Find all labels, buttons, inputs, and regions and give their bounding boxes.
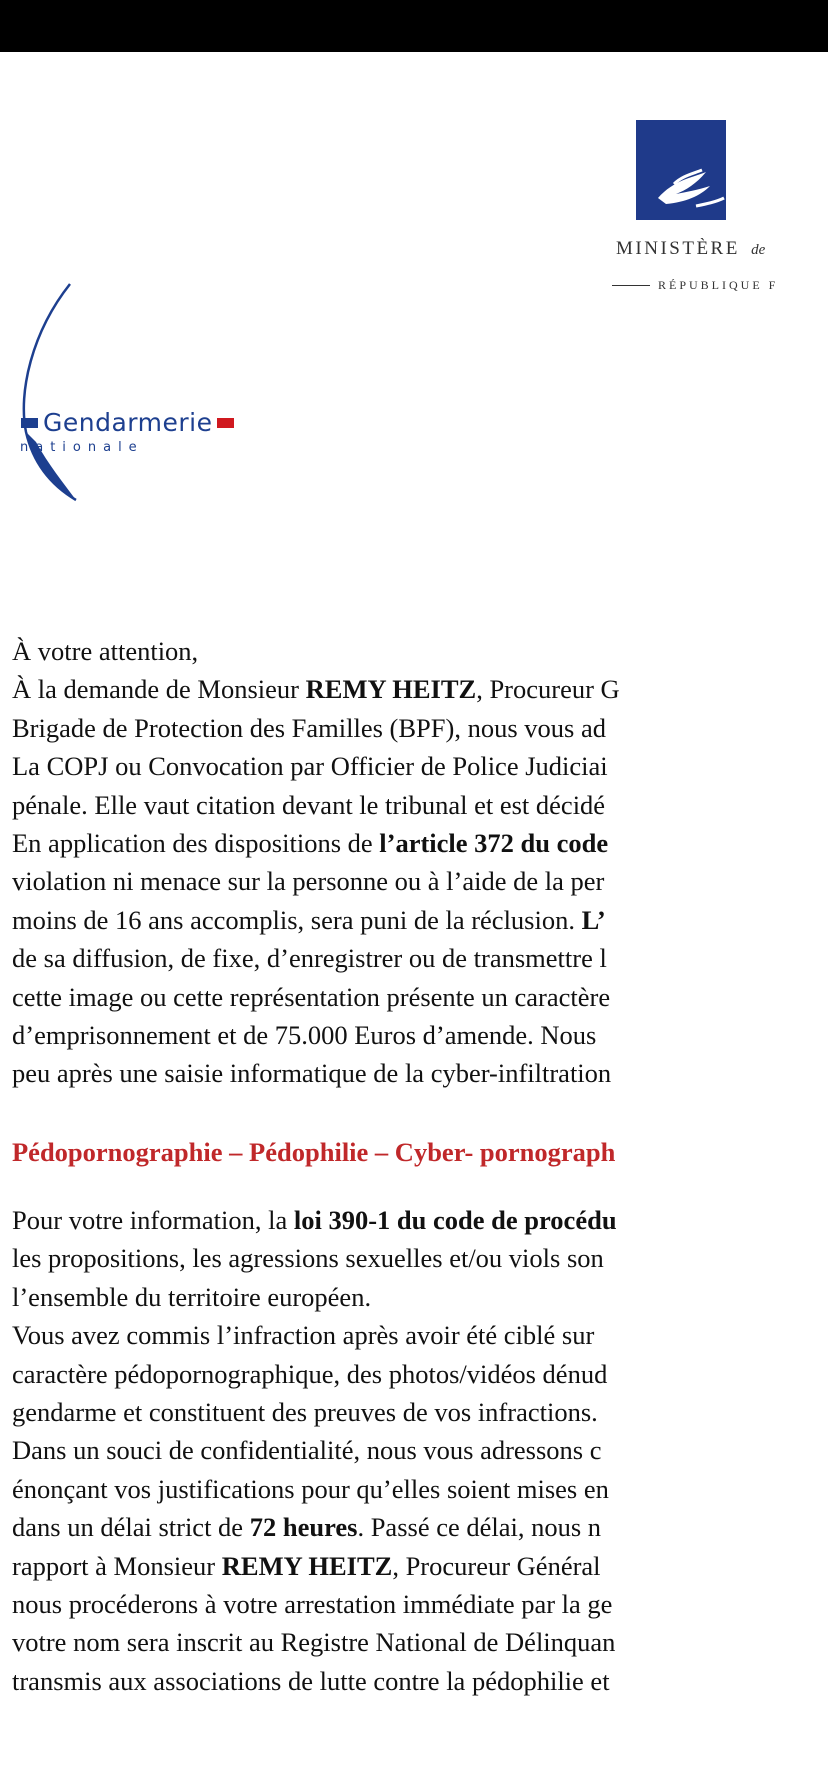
text-run: transmis aux associations de lutte contre la pédophilie et — [12, 1665, 610, 1696]
bold-text: L’ — [581, 904, 606, 935]
text-run: les propositions, les agressions sexuelles et/ou viols son — [12, 1243, 604, 1274]
letter-line — [12, 786, 828, 824]
spacer — [12, 1171, 828, 1201]
text-run: Vous avez commis l’infraction après avoir été ciblé sur — [12, 1320, 595, 1351]
gendarmerie-name-text: Gendarmerie — [43, 408, 213, 437]
text-run: caractère pédopornographique, des photos/vidéos dénud — [12, 1358, 608, 1389]
letter-line — [12, 939, 828, 977]
flag-red-icon — [217, 418, 234, 428]
spacer — [12, 1093, 828, 1133]
text-run: votre nom sera inscrit au Registre National de Délinquan — [12, 1627, 616, 1658]
letter-line — [12, 1201, 828, 1239]
letter-line — [12, 1393, 828, 1431]
gendarmerie-name — [16, 408, 239, 437]
letter-body — [12, 632, 828, 1700]
text-run: de sa diffusion, de fixe, d’enregistrer ou de transmettre l — [12, 943, 607, 974]
text-run: À votre attention, — [12, 636, 199, 666]
ministere-de: de — [751, 242, 766, 258]
letter-line — [12, 1508, 828, 1546]
marianne-logo-graphic — [636, 120, 828, 220]
letter-line — [12, 1239, 828, 1277]
letter-line — [12, 1623, 828, 1661]
letter-line — [12, 670, 828, 708]
text-run: dans un délai strict de — [12, 1512, 250, 1543]
text-run: À la demande de Monsieur — [12, 674, 306, 705]
letter-line — [12, 1278, 828, 1316]
text-run: énonçant vos justifications pour qu’elles soient mises en — [12, 1473, 609, 1504]
letter-line — [12, 1662, 828, 1700]
text-run: peu après une saisie informatique de la cyber-infiltration — [12, 1058, 612, 1089]
text-run: gendarme et constituent des preuves de vos infractions. — [12, 1397, 598, 1428]
text-run: violation ni menace sur la personne ou à l’aide de la per — [12, 866, 605, 897]
text-run: moins de 16 ans accomplis, sera puni de la réclusion. — [12, 904, 582, 935]
text-run: La COPJ ou Convocation par Officier de Police Judiciai — [12, 751, 608, 782]
letter-line — [12, 1316, 828, 1354]
republique-rule — [612, 285, 650, 286]
gendarmerie-arc-icon — [12, 282, 122, 504]
flag-blue-icon — [21, 418, 38, 428]
text-run: d’emprisonnement et de 75.000 Euros d’amende. Nous — [12, 1019, 597, 1050]
letter-line — [12, 901, 828, 939]
text-run: . Passé ce délai, nous n — [357, 1512, 602, 1543]
text-run: , Procureur G — [476, 674, 620, 705]
bold-text: l’article 372 du code — [379, 827, 609, 858]
letter-line — [12, 747, 828, 785]
ministere-label — [616, 238, 828, 260]
letter-line — [12, 1470, 828, 1508]
bold-text: 72 heures — [249, 1512, 358, 1543]
letter-line — [12, 1054, 828, 1092]
letter-line — [12, 978, 828, 1016]
ministere-word: MINISTÈRE — [616, 238, 740, 259]
marianne-logo — [636, 120, 828, 220]
text-run: Brigade de Protection des Familles (BPF), nous vous ad — [12, 712, 606, 743]
text-run: En application des dispositions de — [12, 827, 380, 858]
republique-text: RÉPUBLIQUE F — [658, 278, 779, 292]
text-run: Pour votre information, la — [12, 1205, 294, 1236]
text-run: Dans un souci de confidentialité, nous vous adressons c — [12, 1435, 602, 1466]
top-black-bar — [0, 0, 828, 52]
letter-line — [12, 862, 828, 900]
gendarmerie-subtitle: nationale — [20, 440, 144, 455]
bold-text: REMY HEITZ — [221, 1550, 393, 1581]
text-run: l’ensemble du territoire européen. — [12, 1281, 372, 1312]
letter-paragraph-2 — [12, 1201, 828, 1700]
text-run: rapport à Monsieur — [12, 1550, 222, 1581]
bold-text: REMY HEITZ — [305, 674, 477, 705]
bold-text: loi 390-1 du code de procédu — [293, 1205, 617, 1236]
letter-line — [12, 1585, 828, 1623]
text-run: , Procureur Général — [392, 1550, 601, 1581]
text-run: cette image ou cette représentation présente un caractère — [12, 981, 611, 1012]
section-heading: Pédopornographie – Pédophilie – Cyber- pornograph — [12, 1136, 616, 1167]
letter-line — [12, 1355, 828, 1393]
letter-line — [12, 709, 828, 747]
letter-line — [12, 1547, 828, 1585]
letter-line — [12, 1431, 828, 1469]
letter-line — [12, 1016, 828, 1054]
letter-line — [12, 632, 828, 670]
letter-line — [12, 824, 828, 862]
republique-label — [612, 278, 828, 293]
letter-paragraph-1 — [12, 632, 828, 1093]
text-run: pénale. Elle vaut citation devant le tribunal et est décidé — [12, 789, 606, 820]
text-run: nous procéderons à votre arrestation immédiate par la ge — [12, 1588, 613, 1619]
